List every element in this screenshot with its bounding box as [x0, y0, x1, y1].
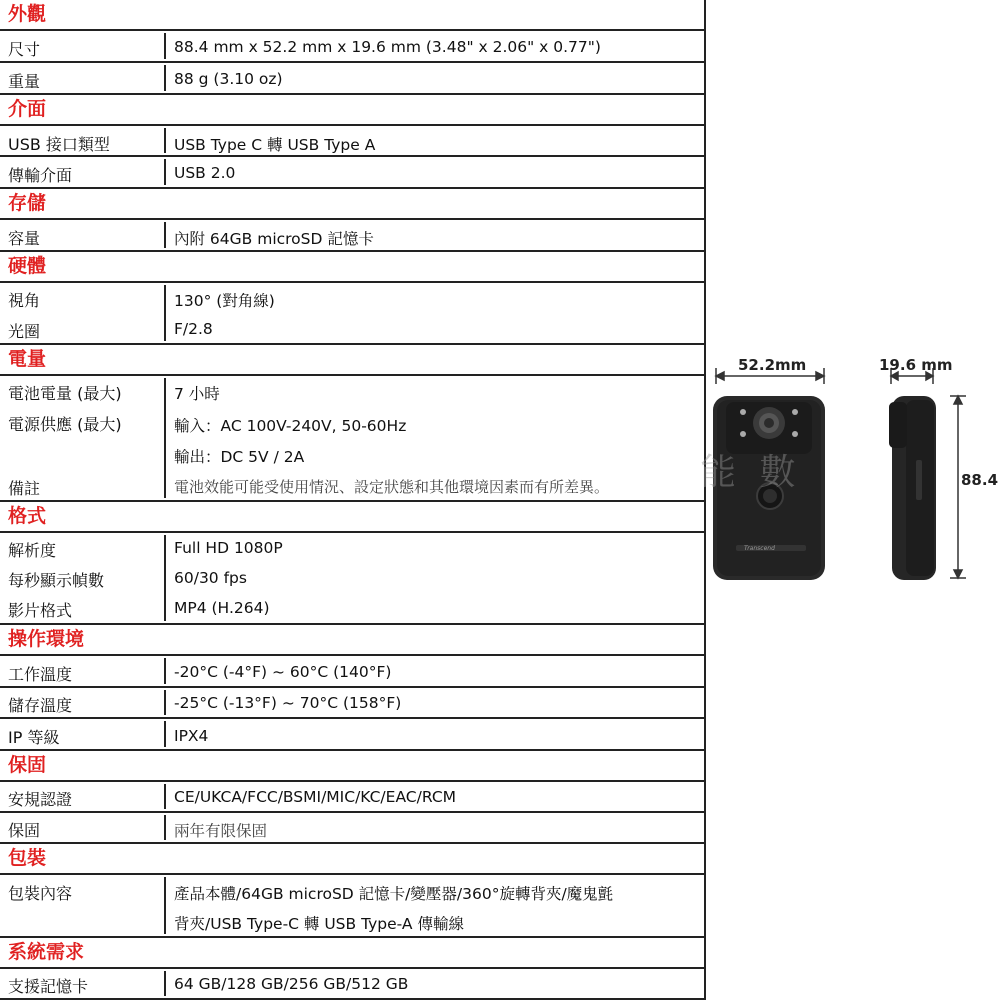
spec-label: 保固 [8, 821, 41, 840]
section-title: 系統需求 [8, 941, 85, 963]
divider [164, 690, 166, 715]
spec-value-line1: 產品本體/64GB microSD 記憶卡/變壓器/360°旋轉背夾/魔鬼氈 [174, 885, 614, 903]
spec-row-contents [0, 875, 704, 938]
dimension-diagram [700, 340, 1000, 600]
divider [164, 877, 166, 934]
spec-value-fov: 130° (對角線) [174, 292, 275, 310]
section-packaging [0, 844, 704, 875]
section-title: 保固 [8, 754, 47, 776]
divider [164, 721, 166, 747]
section-power [0, 345, 704, 376]
section-title: 硬體 [8, 255, 47, 277]
spec-row-transfer [0, 157, 704, 189]
spec-row-size [0, 31, 704, 63]
section-environment [0, 625, 704, 656]
spec-value: USB Type C 轉 USB Type A [174, 136, 376, 154]
divider [164, 285, 166, 341]
divider [164, 971, 166, 996]
height-label: 88.4 [961, 471, 999, 489]
watermark: 能 數 [700, 452, 802, 493]
section-title: 介面 [8, 98, 47, 120]
spec-value: IPX4 [174, 727, 209, 745]
spec-label: 包裝內容 [8, 884, 73, 903]
spec-row-weight [0, 63, 704, 95]
spec-label: 重量 [8, 72, 41, 91]
spec-label-video-format: 影片格式 [8, 601, 73, 620]
section-title: 格式 [8, 505, 47, 527]
spec-value: 內附 64GB microSD 記憶卡 [174, 230, 374, 248]
spec-label: 容量 [8, 229, 41, 248]
spec-row-usb-type [0, 126, 704, 157]
device-side-view [889, 396, 936, 580]
spec-value: CE/UKCA/FCC/BSMI/MIC/KC/EAC/RCM [174, 788, 457, 806]
section-title: 包裝 [8, 847, 47, 869]
spec-label-resolution: 解析度 [8, 541, 57, 560]
spec-label-battery: 電池電量 (最大) [8, 384, 122, 403]
spec-label: USB 接口類型 [8, 135, 110, 154]
section-system [0, 938, 704, 969]
section-format [0, 502, 704, 533]
spec-value: -25°C (-13°F) ~ 70°C (158°F) [174, 694, 402, 712]
spec-value-note: 電池效能可能受使用情況、設定狀態和其他環境因素而有所差異。 [174, 478, 610, 496]
section-title: 電量 [8, 348, 47, 370]
divider [164, 535, 166, 621]
section-title: 外觀 [8, 3, 47, 25]
width-label: 52.2mm [738, 356, 807, 374]
section-warranty [0, 751, 704, 782]
spec-value-line2: 背夾/USB Type-C 轉 USB Type-A 傳輸線 [174, 915, 464, 933]
spec-label-aperture: 光圈 [8, 322, 41, 341]
spec-row-power [0, 376, 704, 502]
spec-label: 安規認證 [8, 790, 73, 809]
spec-label-fps: 每秒顯示幀數 [8, 571, 105, 590]
spec-value-video-format: MP4 (H.264) [174, 599, 270, 617]
spec-value: 64 GB/128 GB/256 GB/512 GB [174, 975, 409, 993]
spec-label: 儲存溫度 [8, 696, 73, 715]
section-storage [0, 189, 704, 220]
divider [164, 33, 166, 59]
spec-label-note: 備註 [8, 479, 41, 498]
spec-row-format [0, 533, 704, 625]
spec-row-cards [0, 969, 704, 1000]
section-appearance [0, 0, 704, 31]
divider [164, 378, 166, 498]
spec-label: IP 等級 [8, 728, 60, 747]
spec-value: 88 g (3.10 oz) [174, 70, 283, 88]
section-title: 存儲 [8, 192, 47, 214]
spec-label-fov: 視角 [8, 291, 41, 310]
spec-value-aperture: F/2.8 [174, 320, 213, 338]
spec-row-warranty [0, 813, 704, 844]
depth-label: 19.6 mm [879, 356, 953, 374]
spec-label: 尺寸 [8, 40, 41, 59]
spec-row-fov-aperture [0, 283, 704, 345]
brand-logo-text: Transcend [744, 545, 775, 552]
section-interface [0, 95, 704, 126]
spec-label: 支援記憶卡 [8, 977, 89, 996]
section-hardware [0, 252, 704, 283]
spec-label: 工作溫度 [8, 665, 73, 684]
spec-row-op-temp [0, 656, 704, 688]
spec-value-resolution: Full HD 1080P [174, 539, 283, 557]
spec-value: 88.4 mm x 52.2 mm x 19.6 mm (3.48" x 2.06" x 0.77") [174, 38, 601, 56]
divider [164, 815, 166, 840]
divider [164, 128, 166, 153]
divider [164, 658, 166, 684]
spec-value: -20°C (-4°F) ~ 60°C (140°F) [174, 663, 392, 681]
spec-label-power-supply: 電源供應 (最大) [8, 415, 122, 434]
spec-row-certification [0, 782, 704, 813]
spec-label: 傳輸介面 [8, 166, 73, 185]
spec-row-storage-temp [0, 688, 704, 719]
spec-row-ip [0, 719, 704, 751]
divider [164, 65, 166, 91]
section-title: 操作環境 [8, 628, 85, 650]
spec-value: 兩年有限保固 [174, 822, 268, 840]
spec-value: USB 2.0 [174, 164, 236, 182]
divider [164, 222, 166, 248]
divider [164, 784, 166, 809]
divider [164, 159, 166, 185]
spec-row-capacity [0, 220, 704, 252]
spec-value-power-output: 輸出：DC 5V / 2A [174, 448, 305, 466]
spec-value-battery: 7 小時 [174, 385, 220, 403]
spec-value-fps: 60/30 fps [174, 569, 247, 587]
spec-value-power-input: 輸入：AC 100V-240V, 50-60Hz [174, 417, 407, 435]
